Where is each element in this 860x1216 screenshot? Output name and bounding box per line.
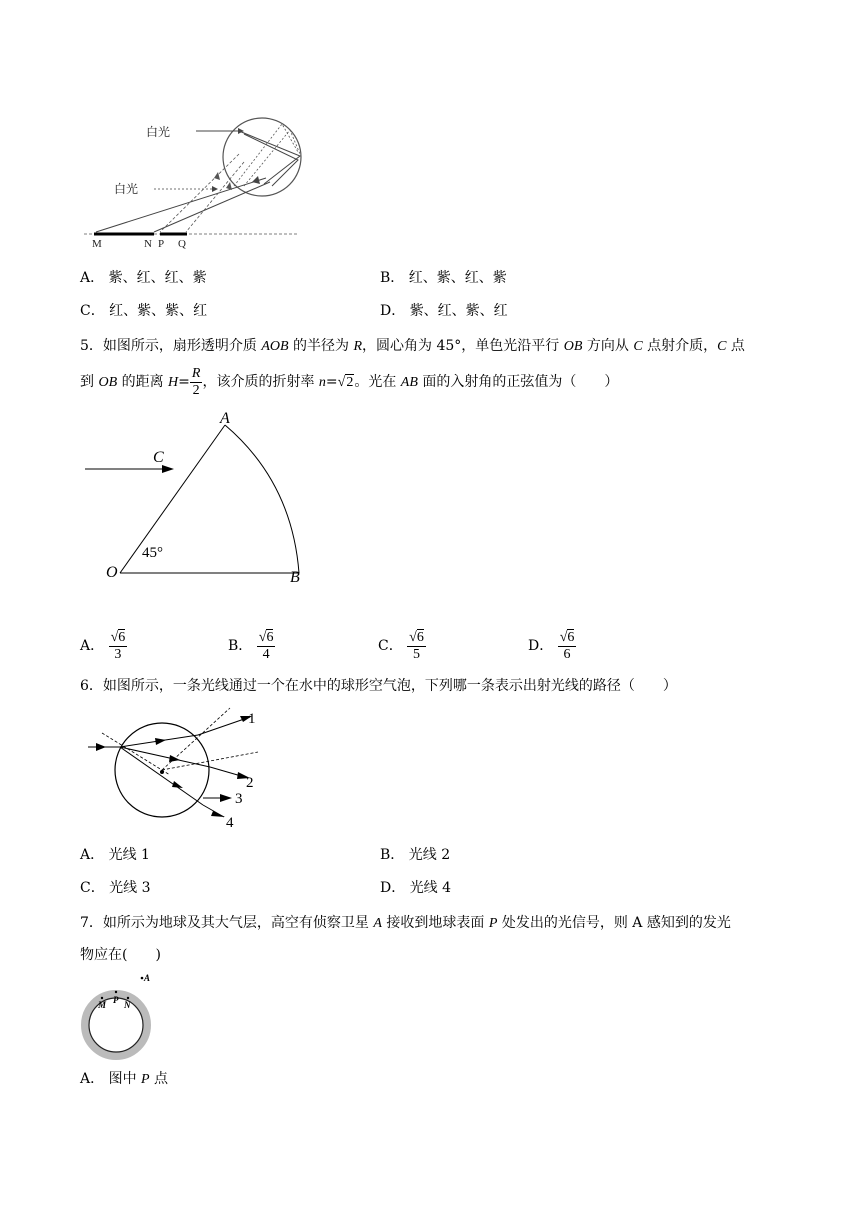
q5-label-C: C	[153, 449, 164, 466]
q4-label-white-light-top: 白光	[146, 125, 171, 139]
q6-stem: 6．如图所示，一条光线通过一个在水中的球形空气泡，下列哪一条表示出射光线的路径（ ）	[80, 678, 677, 694]
q4-label-white-light-mid: 白光	[114, 182, 139, 196]
q5-stem-line2: 到 OB 的距离 H= $\frac{R}{2}$ ，该介质的折射率 n=√2。光在 AB 面的入射角的正弦值为（ ）	[80, 364, 618, 401]
q7-label-A: A	[144, 973, 151, 983]
q4-label-Q: Q	[178, 238, 186, 250]
q5-option-b: B． $\frac{√6}{4}$	[228, 629, 274, 662]
q4-option-a: A． 紫、红、红、紫	[80, 270, 207, 286]
q4-option-d: D． 紫、红、紫、红	[380, 303, 508, 319]
q7-label-P: P	[113, 995, 119, 1005]
q7-stem-line1: 7．如所示为地球及其大气层，高空有侦察卫星 A 接收到地球表面 P 处发出的光信号，则 A 感知到的发光	[80, 915, 731, 931]
q5-sqrt-2: √2	[337, 375, 354, 390]
q5-stem-line1: 5．如图所示，扇形透明介质 AOB 的半径为 R，圆心角为 45°，单色光沿平行 OB 方向从 C 点射介质，C 点	[80, 338, 745, 354]
q7-figure	[78, 970, 163, 1060]
q5-option-c: C． $\frac{√6}{5}$	[378, 629, 424, 662]
q4-label-P: P	[158, 238, 165, 250]
q7-label-N: N	[124, 1000, 131, 1010]
q4-option-c: C． 红、紫、紫、红	[80, 303, 208, 319]
q5-label-A: A	[220, 410, 230, 427]
q6-option-b: B． 光线 2	[380, 847, 451, 863]
q5-label-B: B	[290, 569, 300, 586]
q5-option-a: A． $\frac{√6}{3}$	[80, 629, 126, 662]
q6-label-1: 1	[248, 711, 256, 727]
q4-figure	[84, 116, 304, 250]
q7-option-a: A． 图中 P 点	[80, 1071, 169, 1087]
q4-label-M: M	[92, 238, 102, 250]
q5-option-d: D． $\frac{√6}{6}$	[528, 629, 575, 662]
q5-frac-R-over-2: $\frac{R}{2}$	[191, 365, 201, 398]
q6-option-c: C． 光线 3	[80, 880, 151, 896]
q4-label-N: N	[144, 238, 152, 250]
q6-label-3: 3	[235, 791, 243, 807]
q5-figure	[80, 410, 320, 590]
q5-label-O: O	[106, 564, 118, 581]
q6-label-2: 2	[246, 775, 254, 791]
q5-label-angle: 45°	[142, 545, 163, 561]
q7-stem-line2: 物应在( )	[80, 947, 161, 963]
q6-figure	[80, 705, 270, 830]
q4-option-b: B． 红、紫、红、紫	[380, 270, 507, 286]
q6-option-d: D． 光线 4	[380, 880, 452, 896]
q7-label-M: M	[98, 1000, 107, 1010]
q6-option-a: A． 光线 1	[80, 847, 150, 863]
q6-label-4: 4	[226, 815, 234, 830]
